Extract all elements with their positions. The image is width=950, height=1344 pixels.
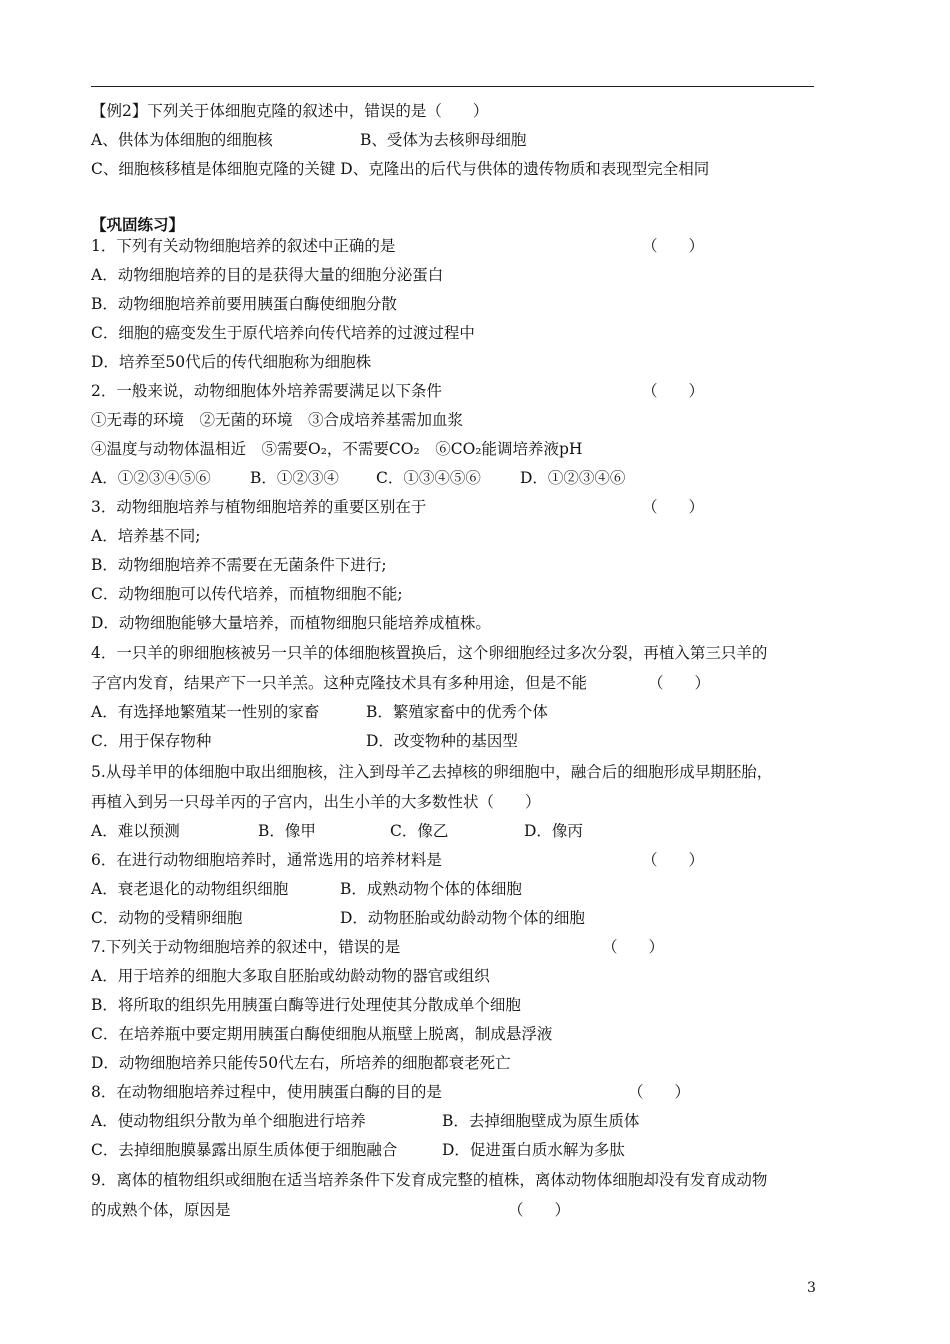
q1-option-c: C．细胞的癌变发生于原代培养向传代培养的过渡过程中	[91, 324, 475, 342]
q2-option-d: D．①②③④⑥	[520, 469, 626, 487]
header-rule	[91, 86, 814, 87]
q4-option-a: A．有选择地繁殖某一性别的家畜	[91, 703, 320, 721]
q6-option-d: D．动物胚胎或幼龄动物个体的细胞	[340, 909, 585, 927]
q5-stem-line2: 再植入到另一只母羊丙的子宫内，出生小羊的大多数性状（ ）	[91, 793, 541, 811]
q6-stem: 6．在进行动物细胞培养时，通常选用的培养材料是	[91, 851, 442, 869]
q2-blank: （ ）	[642, 382, 705, 400]
q7-stem: 7.下列关于动物细胞培养的叙述中，错误的是	[91, 938, 401, 956]
q1-option-d: D．培养至50代后的传代细胞称为细胞株	[91, 353, 372, 371]
q3-blank: （ ）	[642, 498, 705, 516]
q4-stem-line1: 4．一只羊的卵细胞核被另一只羊的体细胞核置换后，这个卵细胞经过多次分裂，再植入第三只羊的	[91, 644, 768, 662]
q8-option-b: B．去掉细胞壁成为原生质体	[442, 1112, 640, 1130]
q2-option-c: C．①③④⑤⑥	[376, 469, 481, 487]
q8-stem: 8．在动物细胞培养过程中，使用胰蛋白酶的目的是	[91, 1083, 442, 1101]
q3-option-b: B．动物细胞培养不需要在无菌条件下进行;	[91, 556, 387, 574]
q8-option-a: A．使动物组织分散为单个细胞进行培养	[91, 1112, 366, 1130]
q1-option-b: B．动物细胞培养前要用胰蛋白酶使细胞分散	[91, 295, 397, 313]
q6-option-c: C．动物的受精卵细胞	[91, 909, 243, 927]
q7-option-c: C．在培养瓶中要定期用胰蛋白酶使细胞从瓶壁上脱离，制成悬浮液	[91, 1025, 553, 1043]
q2-conditions-2: ④温度与动物体温相近 ⑤需要O₂，不需要CO₂ ⑥CO₂能调培养液pH	[91, 440, 583, 458]
q7-option-b: B．将所取的组织先用胰蛋白酶等进行处理使其分散成单个细胞	[91, 996, 521, 1014]
q4-option-c: C．用于保存物种	[91, 732, 212, 750]
q5-option-b: B．像甲	[258, 822, 316, 840]
q4-option-b: B．繁殖家畜中的优秀个体	[366, 703, 548, 721]
q3-option-a: A．培养基不同;	[91, 527, 201, 545]
practice-heading: 【巩固练习】	[91, 215, 185, 234]
q4-blank: （ ）	[648, 674, 711, 692]
q6-option-a: A．衰老退化的动物组织细胞	[91, 880, 289, 898]
q1-option-a: A．动物细胞培养的目的是获得大量的细胞分泌蛋白	[91, 266, 444, 284]
q6-option-b: B．成熟动物个体的体细胞	[340, 880, 522, 898]
q5-option-c: C．像乙	[390, 822, 449, 840]
q5-option-d: D．像丙	[524, 822, 583, 840]
q2-conditions-1: ①无毒的环境 ②无菌的环境 ③合成培养基需加血浆	[91, 411, 464, 429]
q7-blank: （ ）	[602, 938, 665, 956]
q1-stem: 1．下列有关动物细胞培养的叙述中正确的是	[91, 237, 396, 255]
q3-option-c: C．动物细胞可以传代培养，而植物细胞不能;	[91, 585, 403, 603]
q2-option-b: B．①②③④	[250, 469, 339, 487]
example2-option-cd: C、细胞核移植是体细胞克隆的关键 D、克隆出的后代与供体的遗传物质和表现型完全相同	[91, 160, 710, 178]
q3-stem: 3．动物细胞培养与植物细胞培养的重要区别在于	[91, 498, 427, 516]
q2-stem: 2．一般来说，动物细胞体外培养需要满足以下条件	[91, 382, 442, 400]
q9-stem-line2: 的成熟个体，原因是	[91, 1201, 231, 1219]
q3-option-d: D．动物细胞能够大量培养，而植物细胞只能培养成植株。	[91, 614, 491, 632]
q4-stem-line2: 子宫内发育，结果产下一只羊羔。这种克隆技术具有多种用途，但是不能	[91, 674, 588, 692]
q6-blank: （ ）	[642, 851, 705, 869]
page-number: 3	[807, 1280, 816, 1296]
q7-option-d: D．动物细胞培养只能传50代左右，所培养的细胞都衰老死亡	[91, 1054, 511, 1072]
example2-stem: 【例2】下列关于体细胞克隆的叙述中，错误的是（ ）	[91, 102, 489, 120]
q8-option-c: C．去掉细胞膜暴露出原生质体便于细胞融合	[91, 1141, 398, 1159]
q9-stem-line1: 9．离体的植物组织或细胞在适当培养条件下发育成完整的植株，离体动物体细胞却没有发育成动物	[91, 1171, 768, 1189]
q8-option-d: D．促进蛋白质水解为多肽	[442, 1141, 625, 1159]
q5-option-a: A．难以预测	[91, 822, 180, 840]
q4-option-d: D．改变物种的基因型	[366, 732, 518, 750]
q2-option-a: A．①②③④⑤⑥	[91, 469, 211, 487]
q8-blank: （ ）	[628, 1083, 691, 1101]
q9-blank: （ ）	[508, 1201, 571, 1219]
example2-option-b: B、受体为去核卵母细胞	[360, 131, 527, 149]
example2-option-a: A、供体为体细胞的细胞核	[91, 131, 273, 149]
q7-option-a: A．用于培养的细胞大多取自胚胎或幼龄动物的器官或组织	[91, 967, 490, 985]
q5-stem-line1: 5.从母羊甲的体细胞中取出细胞核，注入到母羊乙去掉核的卵细胞中，融合后的细胞形成早期胚胎，	[91, 763, 773, 781]
q1-blank: （ ）	[642, 237, 705, 255]
